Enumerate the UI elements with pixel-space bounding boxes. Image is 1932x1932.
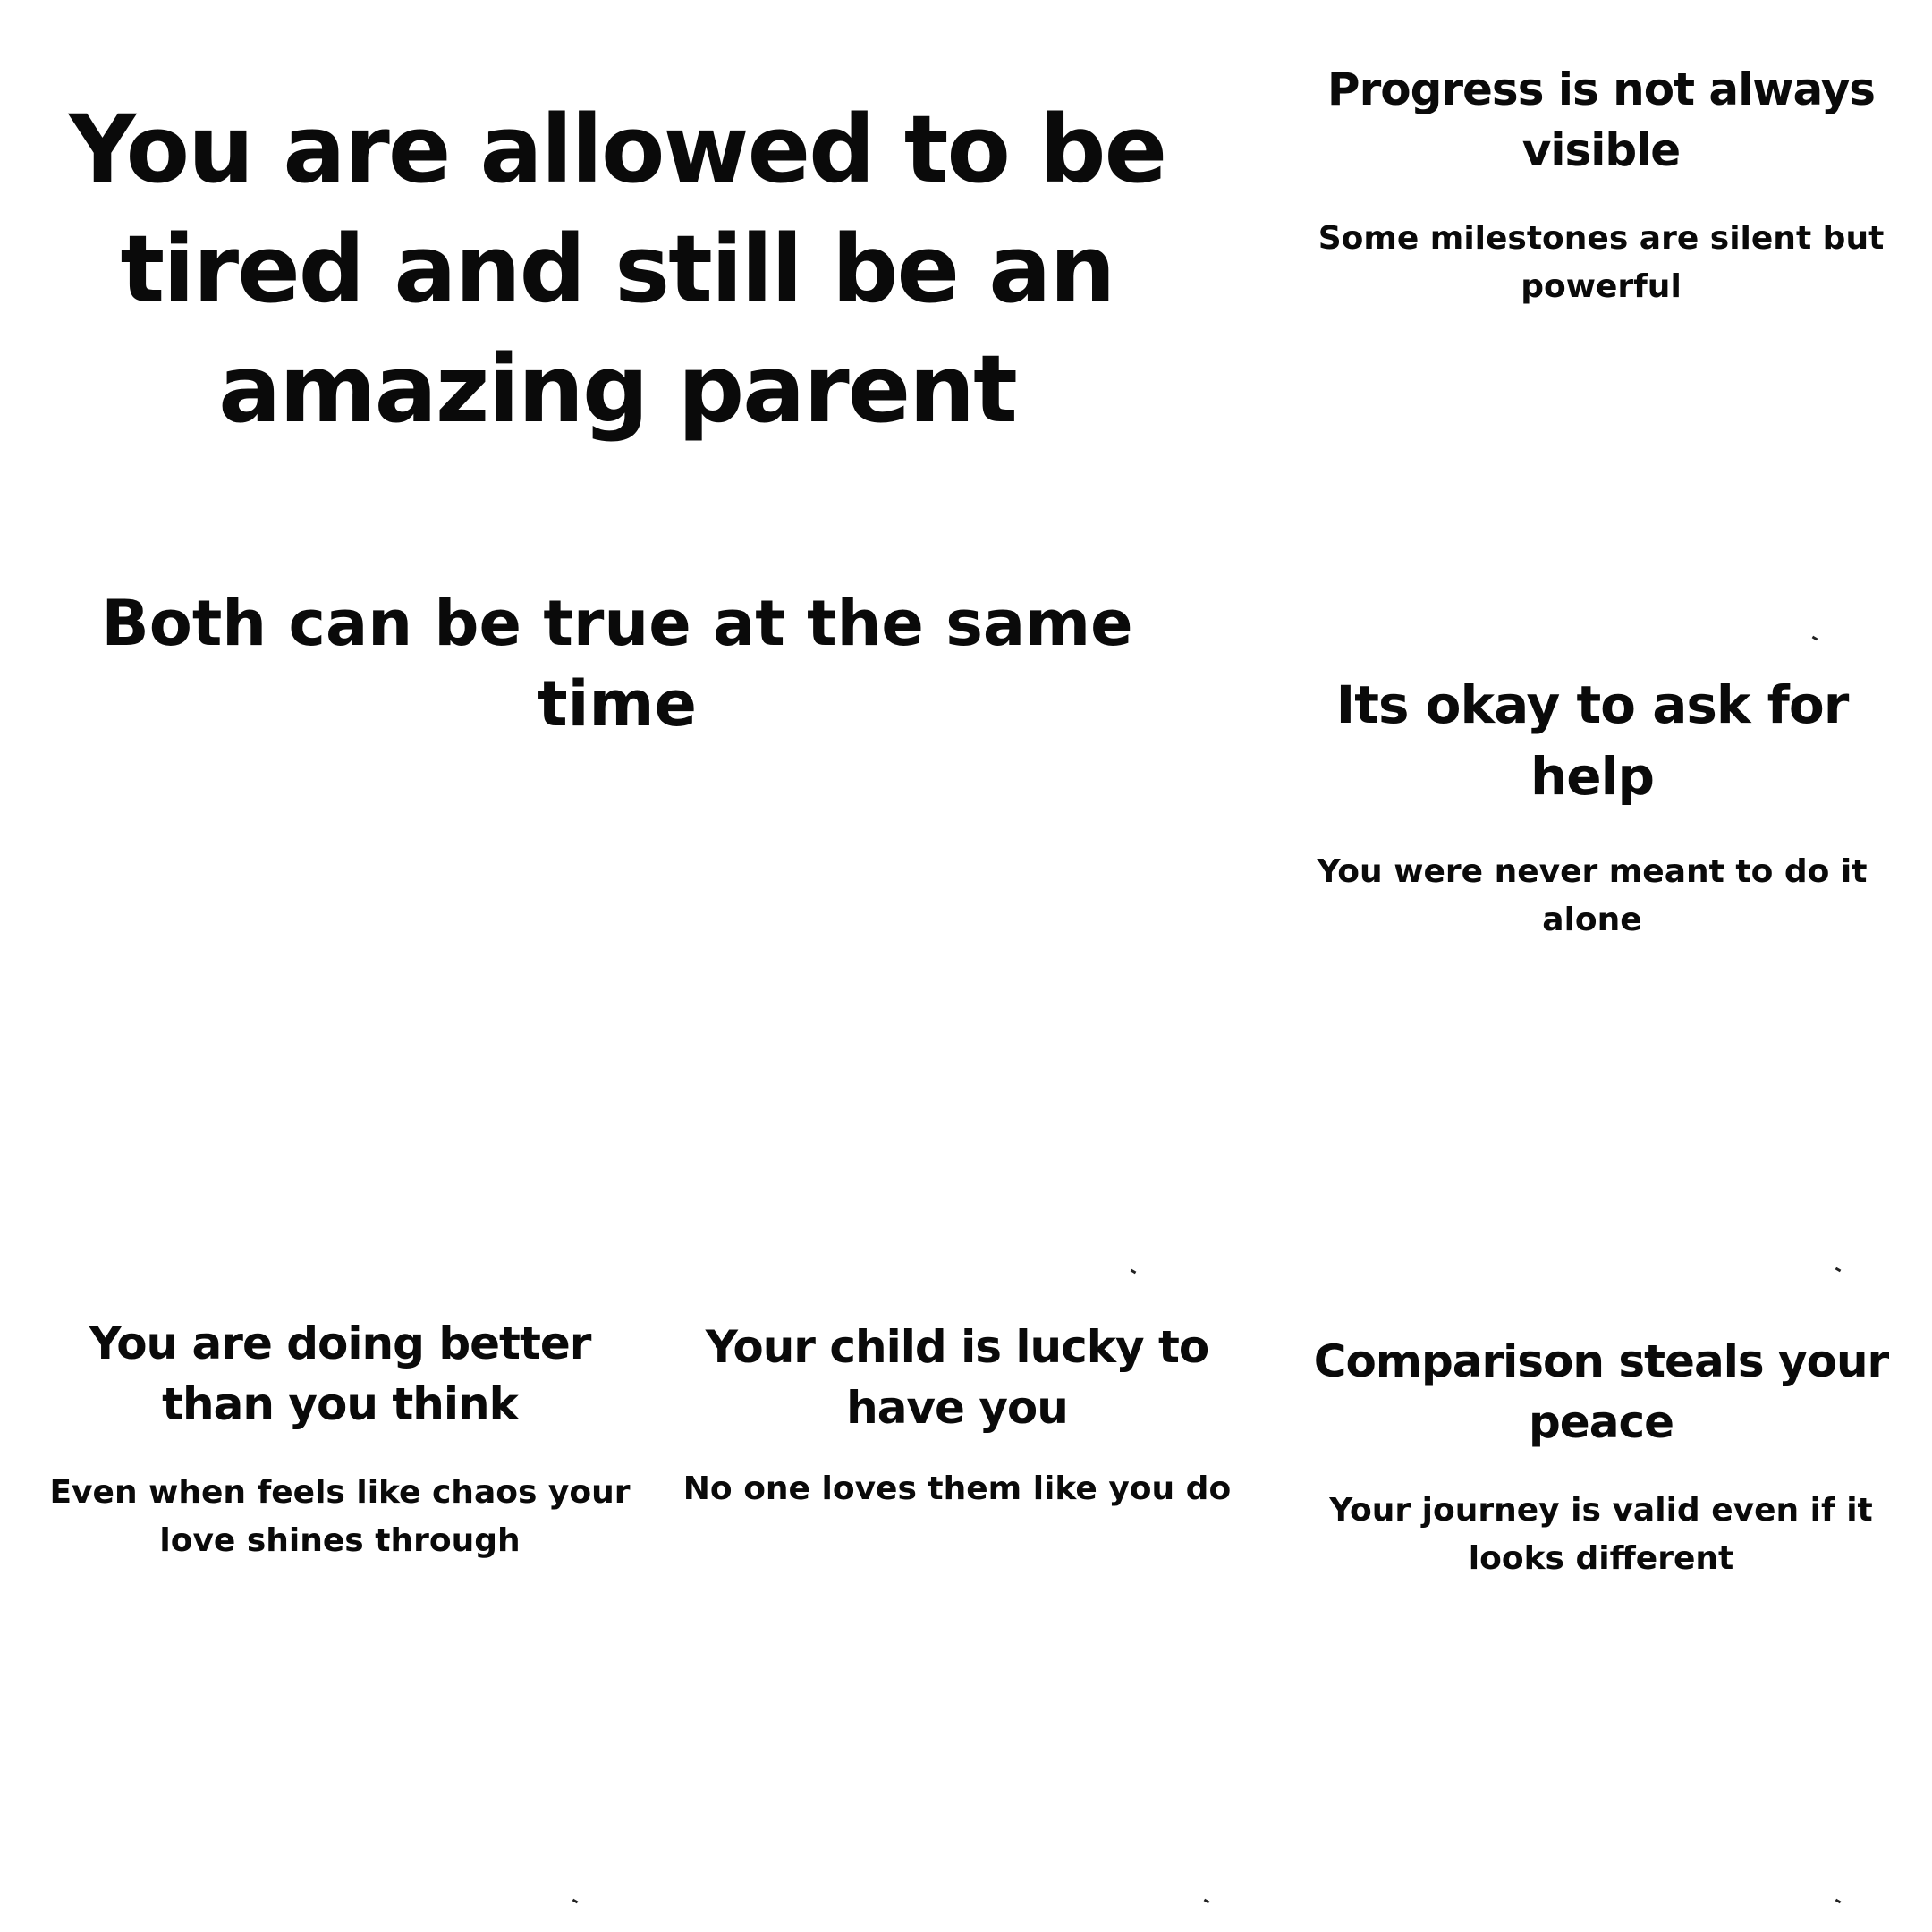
card-title: You are doing better than you think	[89, 1318, 591, 1430]
card-comparison	[1288, 1331, 1914, 1583]
card-ask-for-help	[1306, 669, 1878, 945]
stray-mark	[1812, 636, 1818, 641]
stray-mark	[1835, 1267, 1842, 1273]
card-title: You are allowed to be tired and still be an amazing parent	[68, 95, 1166, 444]
card-body: Your journey is valid even if it looks different	[1329, 1492, 1873, 1577]
card-doing-better	[27, 1313, 653, 1565]
card-tired-parent	[18, 89, 1216, 744]
card-title: Progress is not always visible	[1326, 64, 1876, 176]
card-body: You were never meant to do it alone	[1317, 853, 1868, 938]
card-body: Some milestones are silent but powerful	[1318, 220, 1885, 305]
card-title: Its okay to ask for help	[1335, 674, 1849, 807]
card-child-lucky	[680, 1317, 1234, 1513]
stray-mark	[1131, 1269, 1137, 1275]
stray-mark	[1204, 1899, 1210, 1904]
stray-mark	[572, 1899, 579, 1904]
card-progress	[1306, 59, 1896, 311]
stray-mark	[1835, 1899, 1842, 1904]
card-body: Both can be true at the same time	[101, 587, 1133, 741]
card-title: Your child is lucky to have you	[705, 1321, 1209, 1434]
card-body: Even when feels like chaos your love shines through	[49, 1474, 631, 1559]
card-body: No one loves them like you do	[682, 1470, 1232, 1507]
card-title: Comparison steals your peace	[1313, 1335, 1889, 1448]
